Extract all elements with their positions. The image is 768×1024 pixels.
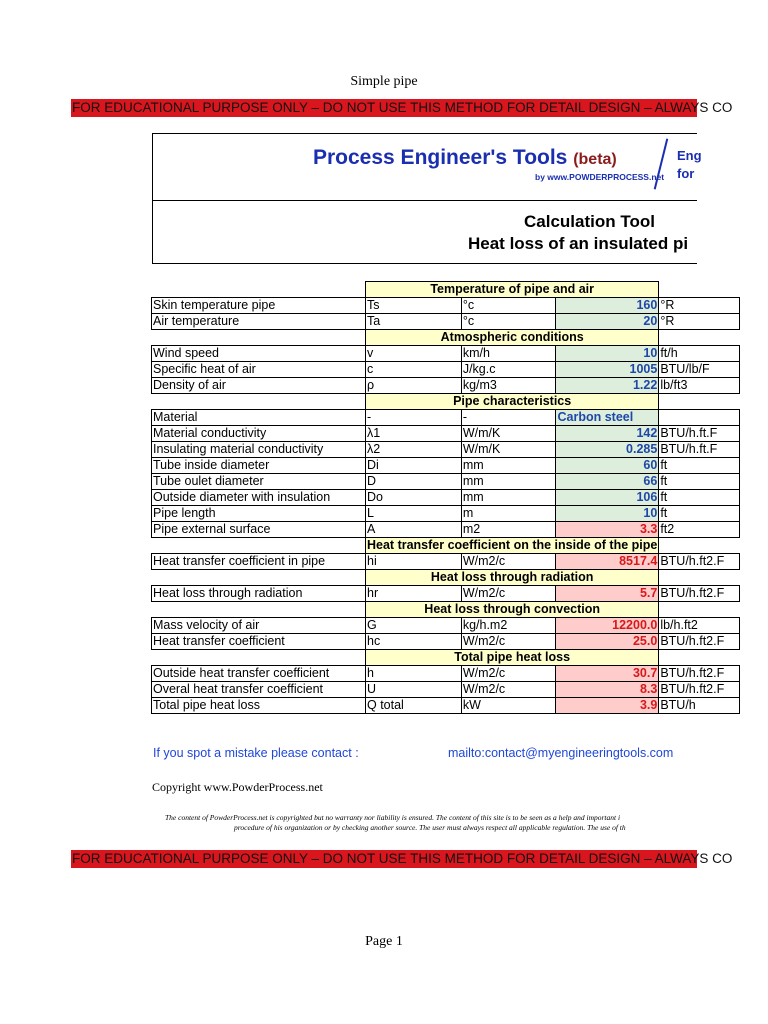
row-unit: m2 xyxy=(461,522,556,538)
spacer-cell xyxy=(152,394,366,410)
row-label: Material conductivity xyxy=(152,426,366,442)
row-label: Pipe external surface xyxy=(152,522,366,538)
row-unit: mm xyxy=(461,474,556,490)
section-header-row xyxy=(152,394,740,410)
logo-title-text: Process Engineer's Tools xyxy=(313,146,568,169)
row-label: Mass velocity of air xyxy=(152,618,366,634)
row-symbol: Di xyxy=(366,458,462,474)
logo-side-line2: for xyxy=(677,166,695,181)
table-row xyxy=(152,506,740,522)
row-symbol: λ2 xyxy=(366,442,462,458)
row-alt-unit: lb/ft3 xyxy=(659,378,740,394)
spacer-cell xyxy=(659,602,740,618)
row-symbol: Do xyxy=(366,490,462,506)
table-row xyxy=(152,346,740,362)
table-row xyxy=(152,698,740,714)
output-value: 3.9 xyxy=(556,698,659,714)
calculation-title: Calculation Tool xyxy=(524,212,655,231)
table-row xyxy=(152,522,740,538)
row-symbol: c xyxy=(366,362,462,378)
spacer-cell xyxy=(152,602,366,618)
row-label: Skin temperature pipe xyxy=(152,298,366,314)
row-alt-unit: BTU/h.ft.F xyxy=(659,442,740,458)
input-value[interactable]: 10 xyxy=(556,506,659,522)
spacer-cell xyxy=(152,570,366,586)
row-alt-unit: °R xyxy=(659,298,740,314)
table-row xyxy=(152,458,740,474)
row-label: Density of air xyxy=(152,378,366,394)
input-value[interactable]: 160 xyxy=(556,298,659,314)
row-symbol: D xyxy=(366,474,462,490)
spacer-cell xyxy=(659,330,740,346)
header-divider xyxy=(153,200,697,201)
spacer-cell xyxy=(152,282,366,298)
row-label: Wind speed xyxy=(152,346,366,362)
table-row xyxy=(152,554,740,570)
row-alt-unit xyxy=(659,410,740,426)
section-header-row xyxy=(152,538,740,554)
logo-side-line1: Eng xyxy=(677,148,702,163)
table-row xyxy=(152,490,740,506)
spacer-cell xyxy=(659,538,740,554)
table-row xyxy=(152,298,740,314)
row-symbol: hr xyxy=(366,586,462,602)
input-value[interactable]: 142 xyxy=(556,426,659,442)
output-value: 5.7 xyxy=(556,586,659,602)
row-label: Heat loss through radiation xyxy=(152,586,366,602)
input-value[interactable]: Carbon steel xyxy=(556,410,659,426)
table-row xyxy=(152,682,740,698)
row-unit: mm xyxy=(461,490,556,506)
page-number: Page 1 xyxy=(365,934,403,949)
table-row xyxy=(152,426,740,442)
row-unit: kW xyxy=(461,698,556,714)
contact-text: If you spot a mistake please contact : xyxy=(153,746,359,760)
row-symbol: Ta xyxy=(366,314,462,330)
section-title: Heat transfer coefficient on the inside of the pipe xyxy=(367,538,658,552)
row-alt-unit: BTU/lb/F xyxy=(659,362,740,378)
row-label: Heat transfer coefficient xyxy=(152,634,366,650)
input-value[interactable]: 66 xyxy=(556,474,659,490)
section-header-row xyxy=(152,570,740,586)
row-unit: W/m/K xyxy=(461,442,556,458)
spacer-cell xyxy=(659,394,740,410)
section-title: Temperature of pipe and air xyxy=(366,282,659,298)
row-label: Air temperature xyxy=(152,314,366,330)
input-value[interactable]: 20 xyxy=(556,314,659,330)
row-unit: kg/h.m2 xyxy=(461,618,556,634)
spacer-cell xyxy=(152,330,366,346)
section-header-row xyxy=(152,650,740,666)
logo-byline: by www.POWDERPROCESS.net xyxy=(535,172,665,182)
disclaimer-line1: The content of PowderProcess.net is copyrighted but no warranty nor liability is ensured. The content of this site is to be seen as a help and important i xyxy=(165,813,621,822)
row-label: Material xyxy=(152,410,366,426)
copyright: Copyright www.PowderProcess.net xyxy=(152,780,323,794)
row-symbol: h xyxy=(366,666,462,682)
row-unit: °c xyxy=(461,298,556,314)
row-symbol: v xyxy=(366,346,462,362)
section-title: Heat loss through convection xyxy=(366,602,659,618)
input-value[interactable]: 106 xyxy=(556,490,659,506)
warning-banner-top xyxy=(71,99,733,117)
row-label: Total pipe heat loss xyxy=(152,698,366,714)
table-row xyxy=(152,362,740,378)
row-label: Pipe length xyxy=(152,506,366,522)
table-row xyxy=(152,618,740,634)
output-value: 25.0 xyxy=(556,634,659,650)
warning-banner-text: FOR EDUCATIONAL PURPOSE ONLY – DO NOT USE THIS METHOD FOR DETAIL DESIGN – ALWAYS CO xyxy=(72,851,733,866)
output-value: 30.7 xyxy=(556,666,659,682)
row-symbol: A xyxy=(366,522,462,538)
row-alt-unit: BTU/h.ft.F xyxy=(659,426,740,442)
row-label: Outside diameter with insulation xyxy=(152,490,366,506)
row-alt-unit: ft xyxy=(659,490,740,506)
input-value[interactable]: 0.285 xyxy=(556,442,659,458)
table-row xyxy=(152,442,740,458)
input-value[interactable]: 1.22 xyxy=(556,378,659,394)
output-value: 3.3 xyxy=(556,522,659,538)
row-symbol: Ts xyxy=(366,298,462,314)
row-unit: mm xyxy=(461,458,556,474)
section-title: Total pipe heat loss xyxy=(366,650,659,666)
row-symbol: hi xyxy=(366,554,462,570)
row-unit: °c xyxy=(461,314,556,330)
contact-email-link[interactable]: mailto:contact@myengineeringtools.com xyxy=(448,746,674,760)
logo-title xyxy=(313,146,617,170)
row-unit: km/h xyxy=(461,346,556,362)
row-unit: - xyxy=(461,410,556,426)
row-label: Insulating material conductivity xyxy=(152,442,366,458)
logo-beta: (beta) xyxy=(573,151,617,168)
row-alt-unit: BTU/h.ft2.F xyxy=(659,634,740,650)
spacer-cell xyxy=(659,282,740,298)
row-alt-unit: ft xyxy=(659,458,740,474)
row-unit: m xyxy=(461,506,556,522)
spacer-cell xyxy=(152,538,366,554)
section-title: Heat loss through radiation xyxy=(366,570,659,586)
table-row xyxy=(152,474,740,490)
row-symbol: hc xyxy=(366,634,462,650)
row-alt-unit: BTU/h.ft2.F xyxy=(659,554,740,570)
input-value[interactable]: 60 xyxy=(556,458,659,474)
table-row xyxy=(152,410,740,426)
row-label: Specific heat of air xyxy=(152,362,366,378)
table-row xyxy=(152,634,740,650)
spacer-cell xyxy=(659,570,740,586)
spacer-cell xyxy=(659,650,740,666)
row-label: Tube inside diameter xyxy=(152,458,366,474)
section-header-row xyxy=(152,602,740,618)
section-title: Pipe characteristics xyxy=(366,394,659,410)
calculation-table xyxy=(151,281,740,714)
tool-header xyxy=(152,133,702,264)
section-header-row xyxy=(152,282,740,298)
row-label: Overal heat transfer coefficient xyxy=(152,682,366,698)
page-title: Simple pipe xyxy=(350,74,418,89)
row-symbol: λ1 xyxy=(366,426,462,442)
row-unit: W/m2/c xyxy=(461,666,556,682)
row-symbol: - xyxy=(366,410,462,426)
row-unit: W/m2/c xyxy=(461,634,556,650)
row-unit: W/m2/c xyxy=(461,554,556,570)
row-label: Heat transfer coefficient in pipe xyxy=(152,554,366,570)
spacer-cell xyxy=(152,650,366,666)
output-value: 8.3 xyxy=(556,682,659,698)
row-label: Outside heat transfer coefficient xyxy=(152,666,366,682)
output-value: 8517.4 xyxy=(556,554,659,570)
row-alt-unit: BTU/h xyxy=(659,698,740,714)
row-alt-unit: ft xyxy=(659,474,740,490)
calculation-subtitle: Heat loss of an insulated pi xyxy=(468,234,689,253)
table-row xyxy=(152,378,740,394)
row-alt-unit: BTU/h.ft2.F xyxy=(659,666,740,682)
row-unit: W/m2/c xyxy=(461,682,556,698)
row-unit: kg/m3 xyxy=(461,378,556,394)
section-header-row xyxy=(152,330,740,346)
disclaimer-line2: procedure of his organization or by checking another source. The user must always respect all applicable regulation. The use of th xyxy=(234,823,626,832)
row-alt-unit: lb/h.ft2 xyxy=(659,618,740,634)
section-title: Atmospheric conditions xyxy=(366,330,659,346)
table-row xyxy=(152,666,740,682)
row-label: Tube oulet diameter xyxy=(152,474,366,490)
row-alt-unit: ft2 xyxy=(659,522,740,538)
row-alt-unit: ft xyxy=(659,506,740,522)
input-value[interactable]: 1005 xyxy=(556,362,659,378)
row-unit: W/m/K xyxy=(461,426,556,442)
row-symbol: U xyxy=(366,682,462,698)
row-symbol: Q total xyxy=(366,698,462,714)
warning-banner-bottom xyxy=(71,850,733,868)
table-row xyxy=(152,586,740,602)
row-alt-unit: ft/h xyxy=(659,346,740,362)
output-value: 12200.0 xyxy=(556,618,659,634)
row-alt-unit: °R xyxy=(659,314,740,330)
row-symbol: L xyxy=(366,506,462,522)
row-symbol: G xyxy=(366,618,462,634)
row-unit: W/m2/c xyxy=(461,586,556,602)
table-row xyxy=(152,314,740,330)
row-alt-unit: BTU/h.ft2.F xyxy=(659,682,740,698)
row-unit: J/kg.c xyxy=(461,362,556,378)
input-value[interactable]: 10 xyxy=(556,346,659,362)
warning-banner-text: FOR EDUCATIONAL PURPOSE ONLY – DO NOT USE THIS METHOD FOR DETAIL DESIGN – ALWAYS CO xyxy=(72,100,733,115)
row-symbol: ρ xyxy=(366,378,462,394)
row-alt-unit: BTU/h.ft2.F xyxy=(659,586,740,602)
